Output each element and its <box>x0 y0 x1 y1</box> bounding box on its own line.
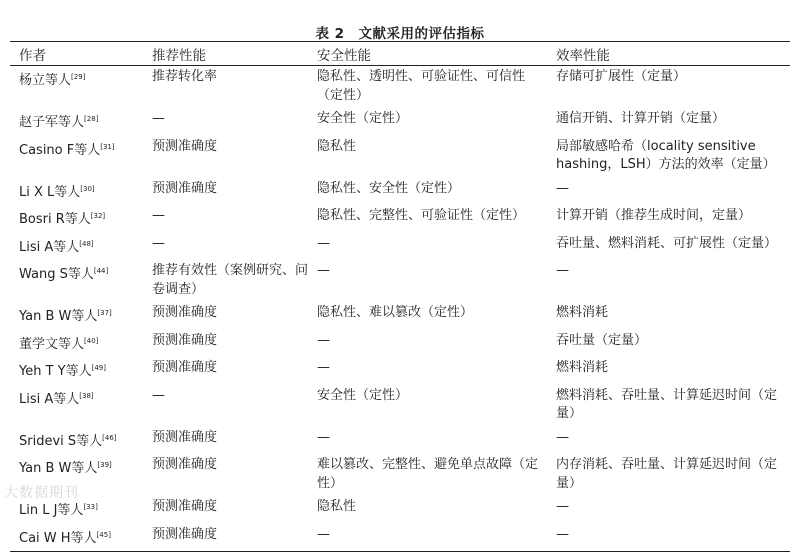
author-cell <box>10 205 143 233</box>
author-name: Casino F等人 <box>19 142 101 158</box>
table-row <box>10 524 790 552</box>
table-header-row <box>10 42 790 66</box>
security-cell: — <box>317 263 330 278</box>
author-name: Bosri R等人 <box>19 212 91 227</box>
reference-number: [30] <box>80 184 95 193</box>
reference-number: [39] <box>97 461 112 469</box>
table-row <box>10 108 790 136</box>
table-row <box>10 233 790 261</box>
author-name: Lin L J等人 <box>19 503 84 518</box>
reference-number: [37] <box>97 309 112 317</box>
security-cell: 隐私性、透明性、可验证性、可信性（定性） <box>317 69 526 103</box>
security-cell: 隐私性 <box>317 138 357 154</box>
reference-number: [45] <box>96 530 111 539</box>
header-recommend: 推荐性能 <box>152 47 206 64</box>
table-row <box>10 302 790 330</box>
author-cell <box>10 427 143 455</box>
table-row <box>10 178 790 206</box>
efficiency-cell: — <box>556 526 569 542</box>
author-cell <box>10 178 143 206</box>
author-cell <box>10 524 143 552</box>
recommend-cell: — <box>152 111 165 126</box>
efficiency-cell: 燃料消耗、吞吐量、计算延迟时间（定量） <box>556 387 778 421</box>
header-author: 作者 <box>19 47 46 64</box>
security-cell: — <box>317 235 330 251</box>
recommend-cell: 预测准确度 <box>152 360 218 375</box>
reference-number: [29] <box>71 73 86 81</box>
efficiency-cell: — <box>556 499 569 514</box>
efficiency-cell: — <box>556 263 569 278</box>
evaluation-metrics-table <box>10 41 790 552</box>
recommend-cell: 预测准确度 <box>152 429 218 445</box>
author-cell <box>10 66 143 109</box>
table-row <box>10 205 790 233</box>
author-name: Li X L等人 <box>19 184 81 200</box>
table-row <box>10 66 790 109</box>
efficiency-cell: 通信开销、计算开销（定量） <box>556 111 726 126</box>
table-row <box>10 260 790 302</box>
header-efficiency: 效率性能 <box>556 47 610 64</box>
efficiency-cell: — <box>556 429 569 445</box>
efficiency-cell: 内存消耗、吞吐量、计算延迟时间（定量） <box>556 457 778 491</box>
security-cell: 隐私性、难以篡改（定性） <box>317 305 474 320</box>
security-cell: 隐私性、完整性、可验证性（定性） <box>317 208 526 223</box>
author-name: 赵子军等人 <box>19 115 85 130</box>
author-cell <box>10 330 143 358</box>
author-name: 杨立等人 <box>19 73 72 88</box>
reference-number: [48] <box>79 239 94 248</box>
author-name: Lisi A等人 <box>19 239 80 255</box>
reference-number: [49] <box>91 364 106 372</box>
author-name: Wang S等人 <box>19 267 94 282</box>
security-cell: — <box>317 429 330 445</box>
efficiency-cell: 吞吐量（定量） <box>556 332 648 348</box>
author-cell <box>10 136 143 178</box>
security-cell: — <box>317 526 330 542</box>
reference-number: [33] <box>83 503 98 511</box>
efficiency-cell: 燃料消耗 <box>556 360 609 375</box>
author-cell <box>10 233 143 261</box>
author-cell <box>10 357 143 385</box>
recommend-cell: 预测准确度 <box>152 499 218 514</box>
table-row <box>10 136 790 178</box>
recommend-cell: 预测准确度 <box>152 526 218 542</box>
efficiency-cell: 燃料消耗 <box>556 305 609 320</box>
recommend-cell: 预测准确度 <box>152 457 218 472</box>
security-cell: — <box>317 360 330 375</box>
reference-number: [38] <box>79 391 94 400</box>
author-name: 董学文等人 <box>19 336 85 352</box>
efficiency-cell: 局部敏感哈希（locality sensitive hashing，LSH）方法的效率（定量） <box>556 138 776 172</box>
efficiency-cell: 吞吐量、燃料消耗、可扩展性（定量） <box>556 235 778 251</box>
header-security: 安全性能 <box>317 47 371 64</box>
author-name: Yeh T Y等人 <box>19 364 92 379</box>
table-row <box>10 357 790 385</box>
recommend-cell: 预测准确度 <box>152 180 218 196</box>
security-cell: 难以篡改、完整性、避免单点故障（定性） <box>317 457 539 491</box>
efficiency-cell: 存储可扩展性（定量） <box>556 69 687 84</box>
recommend-cell: — <box>152 208 165 223</box>
table-caption: 表 2 文献采用的评估指标 <box>315 26 485 42</box>
recommend-cell: 预测准确度 <box>152 305 218 320</box>
table-row <box>10 385 790 427</box>
security-cell: 隐私性 <box>317 499 357 514</box>
recommend-cell: 预测准确度 <box>152 138 218 154</box>
author-name: Yan B W等人 <box>19 461 98 476</box>
author-cell <box>10 302 143 330</box>
reference-number: [40] <box>84 336 99 345</box>
table-row <box>10 454 790 496</box>
table-row <box>10 496 790 524</box>
recommend-cell: 预测准确度 <box>152 332 218 348</box>
author-name: Cai W H等人 <box>19 530 97 546</box>
reference-number: [28] <box>84 115 99 123</box>
author-cell <box>10 385 143 427</box>
table-row <box>10 330 790 358</box>
recommend-cell: — <box>152 387 165 403</box>
author-name: Lisi A等人 <box>19 391 80 407</box>
security-cell: — <box>317 332 330 348</box>
recommend-cell: 推荐有效性（案例研究、问卷调查） <box>152 263 309 297</box>
reference-number: [44] <box>93 267 109 275</box>
author-cell <box>10 260 143 302</box>
watermark: 大数据期刊 <box>4 485 79 501</box>
security-cell: 隐私性、安全性（定性） <box>317 180 461 196</box>
security-cell: 安全性（定性） <box>317 111 409 126</box>
efficiency-cell: 计算开销（推荐生成时间，定量） <box>556 208 752 223</box>
reference-number: [32] <box>90 212 106 220</box>
reference-number: [46] <box>102 433 117 442</box>
security-cell: 安全性（定性） <box>317 387 409 403</box>
table-row <box>10 427 790 455</box>
efficiency-cell: — <box>556 180 569 196</box>
author-cell <box>10 108 143 136</box>
reference-number: [31] <box>100 142 115 151</box>
recommend-cell: 推荐转化率 <box>152 69 218 84</box>
author-name: Sridevi S等人 <box>19 433 103 449</box>
author-name: Yan B W等人 <box>19 309 98 324</box>
recommend-cell: — <box>152 235 165 251</box>
